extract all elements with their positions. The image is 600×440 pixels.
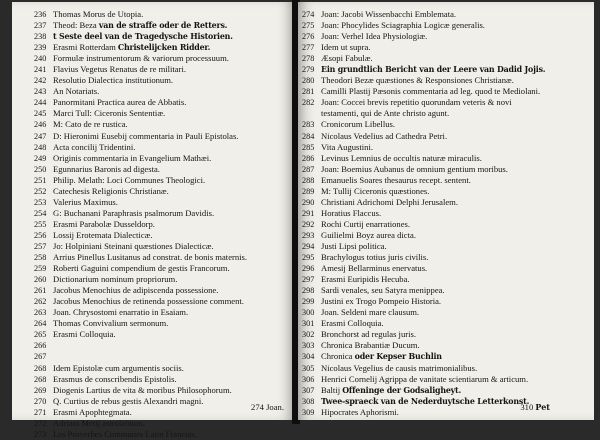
entry-number: 288 bbox=[302, 175, 315, 185]
catalog-entry bbox=[302, 396, 545, 407]
catalog-entry bbox=[34, 42, 247, 53]
entry-number: 297 bbox=[302, 275, 315, 285]
catalog-entry bbox=[34, 318, 247, 329]
catalog-entry bbox=[34, 142, 247, 153]
entry-title: M: Tullij Ciceronis quæstiones. bbox=[321, 185, 430, 196]
entry-title: Idem Epistolæ cum argumentis sociis. bbox=[53, 362, 184, 373]
catalog-entry bbox=[34, 31, 247, 42]
entry-number: 305 bbox=[302, 363, 315, 373]
catalog-entry bbox=[302, 97, 545, 108]
entry-number: 277 bbox=[302, 43, 315, 53]
entry-blackletter-title: Christelijcken Ridder. bbox=[117, 43, 211, 53]
entry-number: 243 bbox=[34, 87, 47, 97]
entry-number: 295 bbox=[302, 253, 315, 263]
entry-number: 269 bbox=[34, 385, 47, 395]
right-page-catchword bbox=[520, 402, 550, 412]
entry-number: 257 bbox=[34, 241, 47, 251]
entry-title: Erasmus de conscribendis Epistolis. bbox=[53, 373, 177, 384]
catalog-entry bbox=[34, 119, 247, 130]
entry-title: Erasmi Colloquia. bbox=[321, 318, 384, 329]
catalog-entry bbox=[34, 241, 247, 252]
left-page-catchword: 274 Joan. bbox=[251, 402, 284, 412]
catalog-entry bbox=[34, 97, 247, 108]
entry-number: 255 bbox=[34, 219, 47, 229]
entry-number: 287 bbox=[302, 164, 315, 174]
entry-number: 302 bbox=[302, 330, 315, 340]
entry-title: G: Buchanani Paraphrasis psalmorum Davidis. bbox=[53, 207, 215, 218]
entry-number: 264 bbox=[34, 319, 47, 329]
entry-number: 279 bbox=[302, 65, 315, 75]
entry-title: Chronica bbox=[321, 351, 355, 362]
entry-title: Erasmi Parabolæ Dusseldorp. bbox=[53, 218, 155, 229]
catalog-entry bbox=[34, 329, 247, 340]
catalog-entry bbox=[302, 20, 545, 31]
catalog-entry bbox=[302, 219, 545, 230]
entry-title: Catechesis Religionis Christianæ. bbox=[53, 185, 169, 196]
entry-title: Philip. Melath: Loci Communes Theologici. bbox=[53, 174, 206, 185]
entry-title: Bronchorst ad regulas juris. bbox=[321, 329, 416, 340]
entry-title: An Notariats. bbox=[53, 86, 100, 97]
entry-number: 240 bbox=[34, 54, 47, 64]
entry-title: Æsopi Fabulæ. bbox=[321, 53, 373, 64]
entry-title: Jacobus Menochius de retinenda possessione comment. bbox=[53, 296, 244, 307]
entry-title: Guilielmi Boyz aurea dicta. bbox=[321, 229, 416, 240]
entry-number: 265 bbox=[34, 330, 47, 340]
entry-title: Erasmi Colloquia. bbox=[53, 329, 116, 340]
right-catchword-number: 310 bbox=[520, 402, 534, 412]
entry-number: 306 bbox=[302, 374, 315, 384]
entry-title: Adriani Metij astrolabium. bbox=[53, 417, 145, 428]
entry-title: Joan: Phocylides Sciagraphia Logicæ generalis. bbox=[321, 20, 485, 31]
catalog-entry bbox=[34, 64, 247, 75]
entry-title: Joan: Coccei brevis repetitio quorundam veteris & novi bbox=[321, 97, 512, 108]
entry-blackletter-title: van de straffe oder de Retters. bbox=[98, 21, 228, 31]
catalog-entry bbox=[34, 285, 247, 296]
catalog-entry bbox=[34, 230, 247, 241]
entry-title: Joan. Chrysostomi enarratio in Esaiam. bbox=[53, 307, 189, 318]
catalog-entry bbox=[302, 31, 545, 42]
entry-title: Jo: Holpiniani Steinani quæstiones Dialecticæ. bbox=[53, 240, 214, 251]
entry-number: 286 bbox=[302, 153, 315, 163]
catalog-entry bbox=[302, 363, 545, 374]
entry-title: Chronica Brabantiæ Ducum. bbox=[321, 340, 420, 351]
entry-number: 284 bbox=[302, 131, 315, 141]
entry-title: Flavius Vegetus Renatus de re militari. bbox=[53, 64, 187, 75]
entry-title: Brachylogus totius juris civilis. bbox=[321, 252, 429, 263]
entry-number: 304 bbox=[302, 352, 315, 362]
catalog-entry bbox=[34, 363, 247, 374]
catalog-entry bbox=[34, 385, 247, 396]
entry-number: 244 bbox=[34, 98, 47, 108]
catalog-entry bbox=[302, 197, 545, 208]
left-entry-list bbox=[34, 9, 247, 440]
catalog-entry bbox=[302, 296, 545, 307]
catalog-entry bbox=[302, 340, 545, 351]
entry-number: 251 bbox=[34, 175, 47, 185]
catalog-entry bbox=[34, 153, 247, 164]
entry-title: Resolutio Dialectica institutionum. bbox=[53, 75, 174, 86]
entry-title: Jacobus Menochius de adipiscenda possessione. bbox=[53, 285, 219, 296]
entry-number: 281 bbox=[302, 87, 315, 97]
entry-number: 280 bbox=[302, 76, 315, 86]
catalog-entry bbox=[34, 418, 247, 429]
catalog-entry bbox=[34, 374, 247, 385]
entry-number: 256 bbox=[34, 230, 47, 240]
entry-number: 268 bbox=[34, 374, 47, 384]
entry-title: Egunnarius Baronis ad digesta. bbox=[53, 163, 160, 174]
entry-title: Theodori Bezæ quæstiones & Responsiones Christianæ. bbox=[321, 75, 514, 86]
entry-number: 289 bbox=[302, 186, 315, 196]
entry-title: Formulæ instrumentorum & variorum processuum. bbox=[53, 53, 229, 64]
catalog-entry bbox=[302, 307, 545, 318]
entry-title: Marci Tull: Ciceronis Sententiæ. bbox=[53, 108, 166, 119]
entry-blackletter-title: oder Kepser Buchlin bbox=[354, 352, 442, 362]
entry-number: 308 bbox=[302, 396, 315, 406]
catalog-entry bbox=[302, 374, 545, 385]
entry-title: Emanuelis Soares thesaurus recept. sentent. bbox=[321, 174, 471, 185]
catalog-entry bbox=[302, 153, 545, 164]
entry-title: Erasmi Apophtegmata. bbox=[53, 406, 132, 417]
catalog-entry bbox=[302, 318, 545, 329]
catalog-entry bbox=[34, 252, 247, 263]
entry-title: Camilli Plastij Pæsonis commentaria ad leg. quod te Mediolani. bbox=[321, 86, 541, 97]
catalog-entry bbox=[302, 86, 545, 97]
entry-title: Erasmi Euripidis Hecuba. bbox=[321, 274, 410, 285]
entry-blackletter-title: t Seste deel van de Tragedysche Historien. bbox=[53, 32, 233, 42]
entry-title: Christiani Adrichomi Delphi Jerusalem. bbox=[321, 196, 459, 207]
entry-number: 245 bbox=[34, 109, 47, 119]
entry-title: Diogenis Lartius de vita & moribus Philosophorum. bbox=[53, 384, 232, 395]
entry-title: Hipocrates Aphorismi. bbox=[321, 406, 399, 417]
entry-number: 261 bbox=[34, 286, 47, 296]
catalog-entry bbox=[302, 329, 545, 340]
entry-title: Idem ut supra. bbox=[321, 42, 371, 53]
entry-title: testamenti, qui de Ante christo agunt. bbox=[321, 108, 450, 119]
entry-title: Baltij bbox=[321, 384, 343, 395]
catalog-entry bbox=[34, 263, 247, 274]
catalog-entry bbox=[34, 429, 247, 440]
entry-title: Cronicorum Libellus. bbox=[321, 119, 395, 130]
entry-number: 293 bbox=[302, 230, 315, 240]
catalog-entry bbox=[302, 175, 545, 186]
catalog-entry bbox=[302, 142, 545, 153]
right-entry-list bbox=[302, 9, 545, 418]
catalog-entry bbox=[302, 252, 545, 263]
entry-number: 252 bbox=[34, 186, 47, 196]
entry-number: 260 bbox=[34, 275, 47, 285]
entry-number: 241 bbox=[34, 65, 47, 75]
catalog-entry bbox=[34, 340, 247, 351]
entry-number: 309 bbox=[302, 407, 315, 417]
catalog-entry bbox=[34, 296, 247, 307]
entry-title: Valerius Maximus. bbox=[53, 196, 118, 207]
entry-number: 278 bbox=[302, 54, 315, 64]
entry-title: Acta concilij Tridentini. bbox=[53, 141, 136, 152]
catalog-entry bbox=[34, 307, 247, 318]
catalog-entry bbox=[34, 9, 247, 20]
entry-title: Panormitani Practica aurea de Abbatis. bbox=[53, 97, 187, 108]
left-page bbox=[12, 2, 294, 439]
right-page bbox=[298, 2, 594, 420]
catalog-entry bbox=[34, 86, 247, 97]
catalog-entry bbox=[34, 407, 247, 418]
entry-number: 236 bbox=[34, 10, 47, 19]
entry-title: D: Hieronimi Eusebij commentaria in Pauli Epistolas. bbox=[53, 130, 239, 141]
entry-number: 307 bbox=[302, 385, 315, 395]
entry-number: 250 bbox=[34, 164, 47, 174]
entry-title: Vita Augustini. bbox=[321, 141, 374, 152]
catalog-entry bbox=[34, 20, 247, 31]
catalog-entry bbox=[34, 197, 247, 208]
entry-title: Horatius Flaccus. bbox=[321, 207, 382, 218]
entry-title: Nicolaus Vegelius de causis matrimonialibus. bbox=[321, 362, 478, 373]
entry-title: Rochi Curtij enarrationes. bbox=[321, 218, 411, 229]
entry-number: 292 bbox=[302, 219, 315, 229]
entry-number: 253 bbox=[34, 197, 47, 207]
catalog-entry bbox=[34, 274, 247, 285]
entry-number: 303 bbox=[302, 341, 315, 351]
entry-number: 238 bbox=[34, 32, 47, 42]
catalog-entry bbox=[302, 351, 545, 362]
entry-title: Dictionarium nominum propriorum. bbox=[53, 274, 178, 285]
entry-title: Thomas Convivalium sermonum. bbox=[53, 318, 169, 329]
entry-number: 267 bbox=[34, 352, 47, 362]
entry-title: Arrius Pinellus Lusitanus ad constrat. de bonis maternis. bbox=[53, 252, 248, 263]
entry-title: M: Cato de re rustica. bbox=[53, 119, 128, 130]
entry-number: 246 bbox=[34, 120, 47, 130]
entry-title: Justi Lipsi politica. bbox=[321, 240, 387, 251]
catalog-entry bbox=[302, 274, 545, 285]
entry-title: Joan: Jacobi Wissenbacchi Emblemata. bbox=[321, 9, 457, 19]
entry-number: 291 bbox=[302, 208, 315, 218]
entry-number: 276 bbox=[302, 32, 315, 42]
entry-title: Thomas Morus de Utopia. bbox=[53, 9, 144, 19]
entry-title: Joan. Seldeni mare clausum. bbox=[321, 307, 420, 318]
catalog-entry bbox=[34, 131, 247, 142]
entry-title: Joan: Verhel Idea Physiologiæ. bbox=[321, 31, 428, 42]
entry-number: 270 bbox=[34, 396, 47, 406]
entry-number: 301 bbox=[302, 319, 315, 329]
entry-number: 247 bbox=[34, 131, 47, 141]
entry-number: 263 bbox=[34, 308, 47, 318]
catalog-entry bbox=[34, 75, 247, 86]
catalog-entry bbox=[34, 219, 247, 230]
right-catchword-word: Pet bbox=[535, 402, 550, 412]
entry-number: 299 bbox=[302, 297, 315, 307]
entry-title: Joan: Boemius Aubanus de omnium gentium moribus. bbox=[321, 163, 508, 174]
entry-title: Amesij Bellarminus enervatus. bbox=[321, 263, 428, 274]
catalog-entry bbox=[34, 208, 247, 219]
catalog-entry bbox=[302, 42, 545, 53]
entry-title: Originis commentaria in Evangelium Mathæi. bbox=[53, 152, 212, 163]
entry-number: 274 bbox=[302, 10, 315, 19]
entry-title: Theod: Beza bbox=[53, 20, 99, 31]
entry-title: Les Proverbes Communes Latin Francois. bbox=[53, 428, 198, 439]
catalog-entry bbox=[302, 186, 545, 197]
entry-title: Lossij Erotemata Dialecticæ. bbox=[53, 229, 153, 240]
catalog-entry bbox=[34, 108, 247, 119]
catalog-entry bbox=[302, 119, 545, 130]
catalog-entry bbox=[302, 230, 545, 241]
entry-number: 273 bbox=[34, 429, 47, 439]
catalog-entry bbox=[302, 407, 545, 418]
entry-number: 239 bbox=[34, 43, 47, 53]
entry-number: 237 bbox=[34, 21, 47, 31]
catalog-entry bbox=[34, 53, 247, 64]
entry-title: Henrici Cornelij Agrippa de vanitate scientiarum & articum. bbox=[321, 373, 529, 384]
entry-number: 242 bbox=[34, 76, 47, 86]
entry-number: 285 bbox=[302, 142, 315, 152]
entry-number: 272 bbox=[34, 418, 47, 428]
entry-number: 268 bbox=[34, 363, 47, 373]
catalog-entry bbox=[302, 75, 545, 86]
entry-number: 266 bbox=[34, 341, 47, 351]
entry-blackletter-title: Twee-spraeck van de Nederduytsche Letterkonst. bbox=[321, 396, 530, 406]
entry-number: 298 bbox=[302, 286, 315, 296]
catalog-entry bbox=[302, 385, 545, 396]
catalog-entry bbox=[34, 396, 247, 407]
entry-blackletter-title: Offeninge der Godsaligheyt. bbox=[342, 385, 462, 395]
entry-number: 249 bbox=[34, 153, 47, 163]
entry-number: 300 bbox=[302, 308, 315, 318]
catalog-entry bbox=[34, 175, 247, 186]
catalog-entry bbox=[302, 164, 545, 175]
entry-title: Sardi venales, seu Satyra menippea. bbox=[321, 285, 445, 296]
catalog-entry bbox=[34, 164, 247, 175]
entry-number: 254 bbox=[34, 208, 47, 218]
catalog-entry bbox=[302, 9, 545, 20]
entry-title: Justini ex Trogo Pompeio Historia. bbox=[321, 296, 442, 307]
entry-number: 271 bbox=[34, 407, 47, 417]
entry-number: 294 bbox=[302, 241, 315, 251]
entry-number: 258 bbox=[34, 253, 47, 263]
entry-number: 296 bbox=[302, 264, 315, 274]
entry-number: 262 bbox=[34, 297, 47, 307]
entry-number: 282 bbox=[302, 98, 315, 108]
entry-title: Q. Curtius de rebus gestis Alexandri magni. bbox=[53, 395, 204, 406]
catalog-entry bbox=[302, 263, 545, 274]
catalog-entry bbox=[302, 208, 545, 219]
catalog-entry bbox=[34, 186, 247, 197]
catalog-entry bbox=[302, 108, 545, 119]
entry-number: 259 bbox=[34, 264, 47, 274]
entry-title: Erasmi Rotterdam bbox=[53, 42, 118, 53]
entry-title: Levinus Lemnius de occultis naturæ miraculis. bbox=[321, 152, 482, 163]
catalog-entry bbox=[302, 285, 545, 296]
entry-number: 248 bbox=[34, 142, 47, 152]
catalog-entry bbox=[302, 53, 545, 64]
entry-number: 290 bbox=[302, 197, 315, 207]
catalog-entry bbox=[34, 351, 247, 362]
entry-number: 275 bbox=[302, 21, 315, 31]
entry-title: Roberti Gaguini compendium de gestis Francorum. bbox=[53, 263, 230, 274]
catalog-entry bbox=[302, 131, 545, 142]
entry-title: Nicolaus Vedelius ad Cathedra Petri. bbox=[321, 130, 448, 141]
entry-blackletter-title: Ein grundtlich Bericht van der Leere van Dadid Jojis. bbox=[321, 65, 546, 75]
catalog-entry bbox=[302, 241, 545, 252]
entry-number: 283 bbox=[302, 120, 315, 130]
catalog-entry bbox=[302, 64, 545, 75]
